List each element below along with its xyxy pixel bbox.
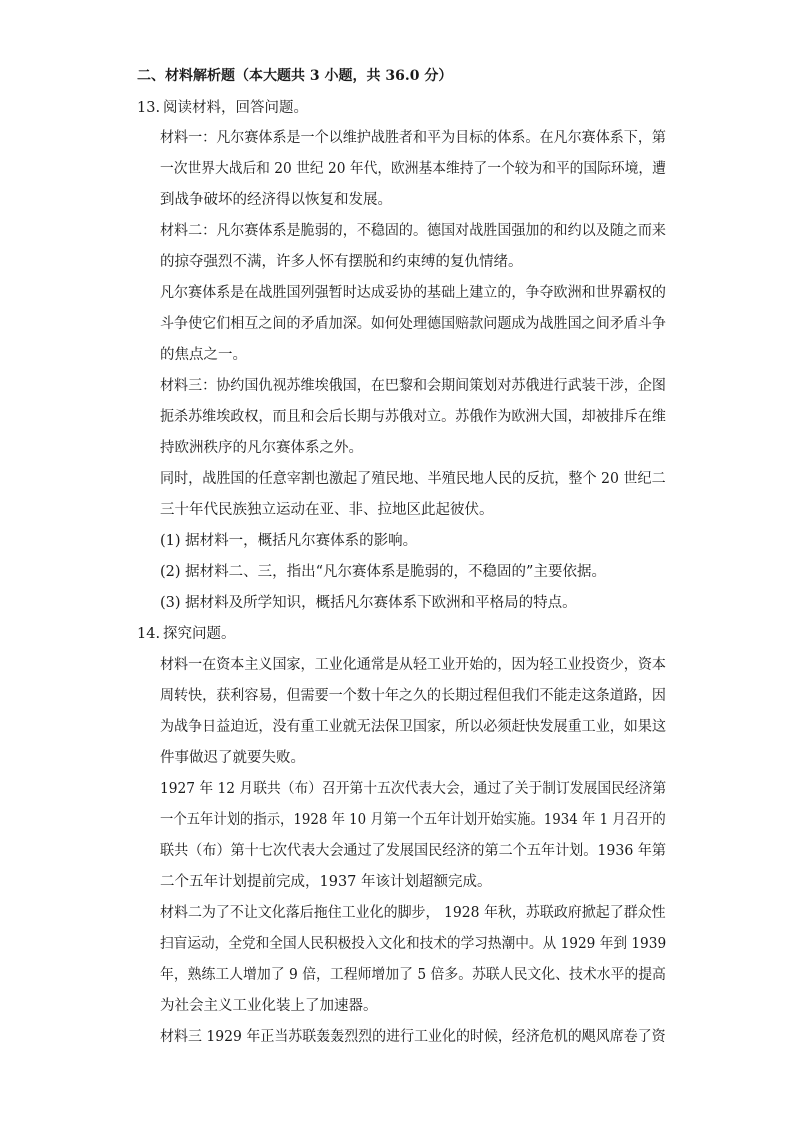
q14-line: 件事做迟了就要失败。 [160, 750, 305, 766]
q14-line: 材料三 1929 年正当苏联轰轰烈烈的进行工业化的时候，经济危机的飓风席卷了资 [160, 1029, 666, 1045]
q14-line: 为社会主义工业化装上了加速器。 [160, 998, 378, 1014]
q13-line: 一次世界大战后和 20 世纪 20 年代，欧洲基本维持了一个较为和平的国际环境，遭 [160, 161, 666, 177]
q14-line: 扫盲运动，全党和全国人民积极投入文化和技术的学习热潮中。从 1929 年到 1939 [160, 936, 667, 952]
q13-subquestion-3: (3) 据材料及所学知识，概括凡尔赛体系下欧洲和平格局的特点。 [160, 595, 577, 611]
question-13-prompt: 阅读材料，回答问题。 [163, 100, 308, 116]
section-heading: 二、材料解析题（本大题共 3 小题，共 36.0 分） [137, 68, 453, 84]
question-14-prompt: 探究问题。 [163, 626, 236, 642]
q14-line: 联共（布）第十七次代表大会通过了发展国民经济的第二个五年计划。1936 年第 [160, 843, 667, 859]
q13-line: 的焦点之一。 [160, 347, 247, 363]
q14-line: 材料一在资本主义国家，工业化通常是从轻工业开始的，因为轻工业投资少，资本 [160, 657, 666, 673]
q14-line: 年，熟练工人增加了 9 倍，工程师增加了 5 倍多。苏联人民文化、技术水平的提高 [160, 967, 666, 983]
q13-line: 斗争使它们相互之间的矛盾加深。如何处理德国赔款问题成为战胜国之间矛盾斗争 [160, 316, 666, 332]
q13-line: 同时，战胜国的任意宰割也激起了殖民地、半殖民地人民的反抗，整个 20 世纪二 [160, 471, 666, 487]
q13-line: 凡尔赛体系是在战胜国列强暂时达成妥协的基础上建立的，争夺欧洲和世界霸权的 [160, 285, 666, 301]
q13-subquestion-2: (2) 据材料二、三，指出“凡尔赛体系是脆弱的，不稳固的”主要依据。 [160, 564, 606, 580]
q13-line: 到战争破坏的经济得以恢复和发展。 [160, 192, 392, 208]
question-14-number: 14. [137, 626, 161, 642]
q13-line: 材料二：凡尔赛体系是脆弱的，不稳固的。德国对战胜国强加的和约以及随之而来 [160, 223, 666, 239]
q14-line: 1927 年 12 月联共（布）召开第十五次代表大会，通过了关于制订发展国民经济第 [160, 781, 667, 797]
q14-line: 一个五年计划的指示，1928 年 10 月第一个五年计划开始实施。1934 年 1 月召开的 [160, 812, 666, 828]
q13-line: 材料三：协约国仇视苏维埃俄国，在巴黎和会期间策划对苏俄进行武装干涉，企图 [160, 378, 666, 394]
question-13-number: 13. [137, 100, 161, 116]
q14-line: 二个五年计划提前完成，1937 年该计划超额完成。 [160, 874, 492, 890]
q13-line: 扼杀苏维埃政权，而且和会后长期与苏俄对立。苏俄作为欧洲大国，却被排斥在维 [160, 409, 666, 425]
q13-subquestion-1: (1) 据材料一，概括凡尔赛体系的影响。 [160, 533, 418, 549]
q14-line: 周转快，获利容易，但需要一个数十年之久的长期过程但我们不能走这条道路，因 [160, 688, 666, 704]
q14-line: 为战争日益迫近，没有重工业就无法保卫国家，所以必须赶快发展重工业，如果这 [160, 719, 666, 735]
q14-line: 材料二为了不让文化落后拖住工业化的脚步， 1928 年秋，苏联政府掀起了群众性 [160, 905, 666, 921]
q13-line: 三十年代民族独立运动在亚、非、拉地区此起彼伏。 [160, 502, 494, 518]
q13-line: 材料一：凡尔赛体系是一个以维护战胜者和平为目标的体系。在凡尔赛体系下，第 [160, 130, 666, 146]
q13-line: 的掠夺强烈不满，许多人怀有摆脱和约束缚的复仇情绪。 [160, 254, 523, 270]
q13-line: 持欧洲秩序的凡尔赛体系之外。 [160, 440, 363, 456]
